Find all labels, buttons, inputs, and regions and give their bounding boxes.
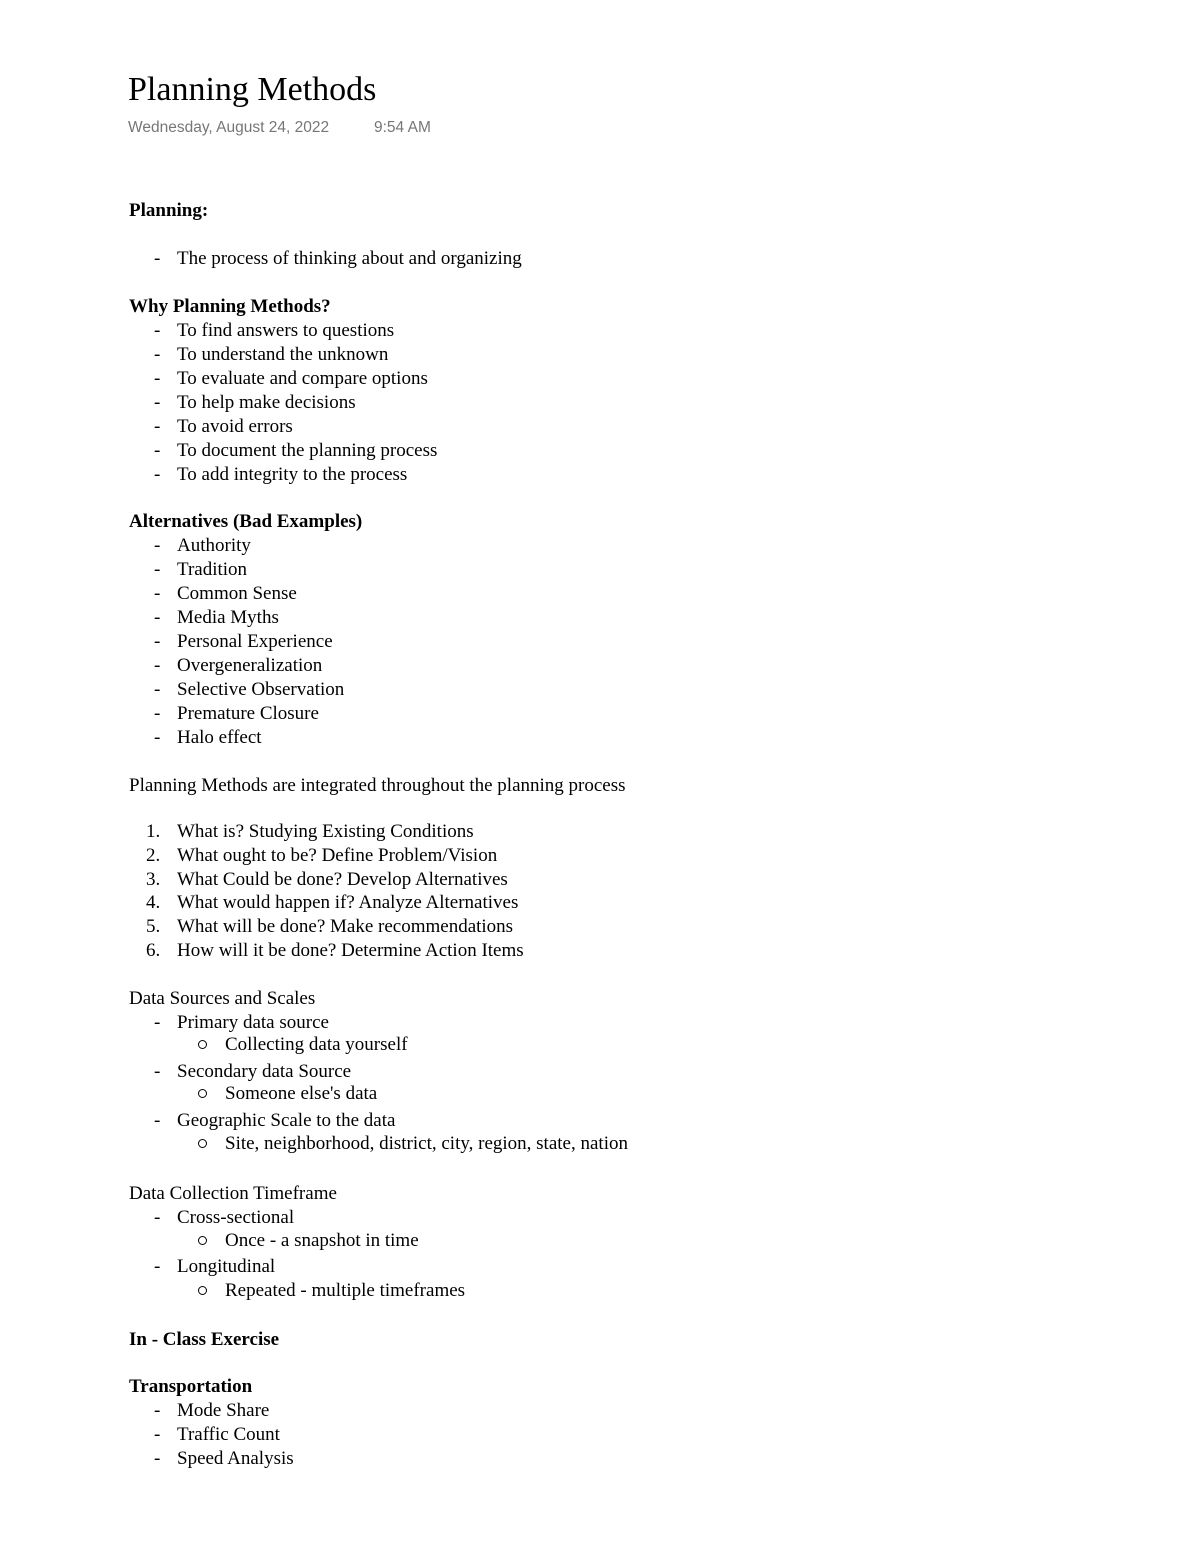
hollow-bullet-icon	[198, 1089, 207, 1098]
note-page: Planning Methods Wednesday, August 24, 2022 9:54 AM Planning: - The process of thinking about and organizing Why Planning Methods? - To find answers to questions - To understand the unknown - To evaluate and compare options - To help make decisions - To avoid errors - To document the planning process - To add integrity to the process Alternatives (Bad Examples) - Authority - Tradition - Common Sense - Media Myths - Personal Experience - Overgeneralization - Selective Observation - Premature Closure - Halo effect Planning Methods are integrated throughout the planning process 1. What is? Studying Existing Conditions 2. What ought to be? Define Problem/Vision 3. What Could be done? Develop Alternatives 4. What would happen if? Analyze Alternatives 5. What will be done? Make recommendations 6. How will it be done? Determine Action Items Data Sources and Scales - Primary data source Collecting data yourself - Secondary data Source Someone else's data - Geographic Scale to the data Site, neighborhood, district, city, region, state, nation Data Collection Timeframe - Cross-sectional Once - a snapshot in time - Longitudinal Repeated - multiple timeframes In - Class Exercise Transportation - Mode Share - Traffic Count - Speed Analysis	[128, 71, 628, 1469]
hollow-bullet-icon	[198, 1139, 207, 1148]
page-title: Planning Methods	[128, 71, 377, 108]
page-date: Wednesday, August 24, 2022	[128, 119, 330, 136]
hollow-bullet-icon	[198, 1236, 207, 1245]
hollow-bullet-icon	[198, 1286, 207, 1295]
page-time: 9:54 AM	[374, 119, 431, 136]
hollow-bullet-icon	[198, 1040, 207, 1049]
